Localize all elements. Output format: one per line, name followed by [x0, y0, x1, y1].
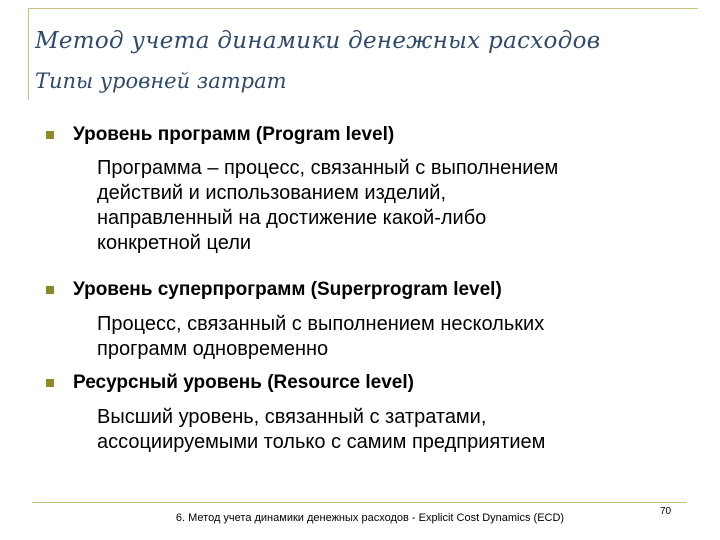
level-title-program: Уровень программ (Program level) — [73, 124, 395, 145]
square-bullet-icon — [46, 379, 54, 387]
slide-title: Метод учета динамики денежных расходов — [35, 28, 601, 54]
frame-top-line — [28, 8, 698, 9]
page-number: 70 — [660, 506, 672, 517]
level-title-superprogram: Уровень суперпрограмм (Superprogram level) — [73, 279, 502, 300]
slide-subtitle: Типы уровней затрат — [35, 69, 287, 93]
footer-divider — [32, 502, 687, 503]
frame-left-line — [28, 8, 29, 100]
square-bullet-icon — [46, 286, 54, 294]
level-description-resource: Высший уровень, связанный с затратами, ассоциируемыми только с самим предприятием — [97, 406, 546, 453]
level-description-superprogram: Процесс, связанный с выполнением нескольких программ одновременно — [97, 313, 545, 360]
square-bullet-icon — [46, 131, 54, 139]
level-description-program: Программа – процесс, связанный с выполнением действий и использованием изделий, направленный на достижение какой-либо конкретной цели — [97, 157, 559, 254]
level-title-resource: Ресурсный уровень (Resource level) — [73, 372, 414, 393]
footer-text: 6. Метод учета динамики денежных расходов - Explicit Cost Dynamics (ECD) — [175, 512, 565, 524]
